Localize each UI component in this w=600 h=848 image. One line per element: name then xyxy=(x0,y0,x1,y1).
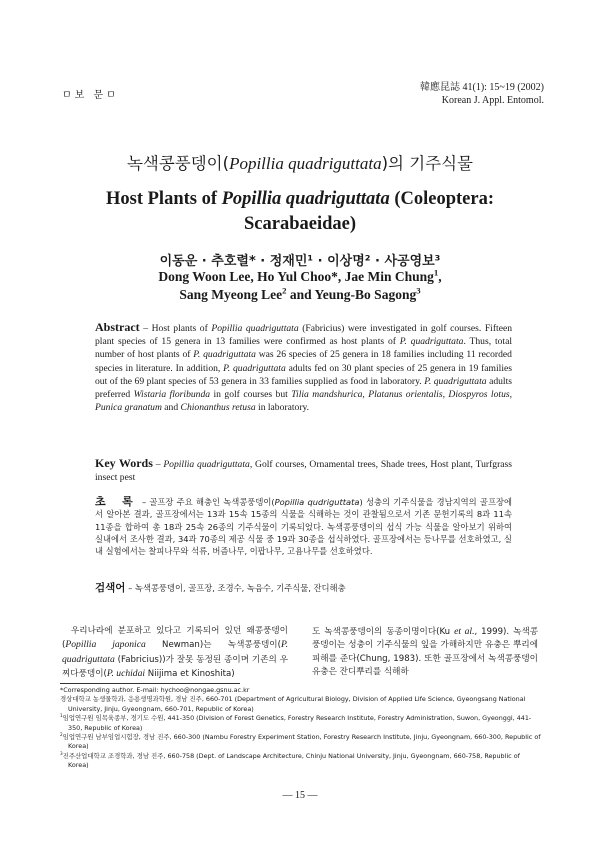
korean-title: 녹색콩풍뎅이(Popillia quadriguttata)의 기주식물 xyxy=(126,154,473,173)
english-authors-line2: Sang Myeong Lee$^2$ and Yeung-Bo Sagong$^3$ xyxy=(179,285,421,302)
journal-line: 韓應昆誌 41(1): 15~19 (2002) xyxy=(419,82,544,93)
english-authors-line1: Dong Woon Lee, Ho Yul Choo*, Jae Min Chung$^1$, xyxy=(158,267,442,284)
body-right-column: 도 녹색콩풍뎅이의 동종이명이다(Ku et al., 1999). 녹색콩풍뎅이는 성충이 기주식물의 잎을 가해하지만 유충은 뿌리에 피해를 준다(Chung, 1983). 또한 골프장에서 녹색콩풍뎅이 유충은 잔디뿌리를 식해하 xyxy=(312,626,538,678)
journal-citation xyxy=(420,81,544,107)
abstract: Abstract – Host plants of Popillia quadriguttata (Fabricius) were investigated in golf courses. Fifteen plant species of 15 genera in 13 families were confirmed as host plants of P. quadriguttata. Thus, total number of host plants of P. quadriguttata was 26 species of 25 genera in 18 families including 11 recorded species in literature. In addition, P. quadriguttata adults fed on 30 plant species of 25 genera in 19 families out of the 69 plant species of 53 genera in 33 families supplied as food in laboratory. P. quadriguttata adults preferred Wistaria floribunda in golf courses but Tilia mandshurica, Platanus orientalis, Diospyros lotus, Punica granatum and Chionanthus retusa in laboratory. xyxy=(95,320,513,414)
korean-authors: 이동운 · 추호렬* · 정재민¹ · 이상명² · 사공영보³ xyxy=(159,254,441,269)
footnote-affiliation: $^1$임업연구원 임목육종부, 경기도 수원, 441-350 (Division of Forest Genetics, Forestry Research Institute, Forestry Administration, Suwon, Gyeonggi, 441-350, Republic of Korea) xyxy=(60,713,532,732)
footnotes xyxy=(60,686,542,771)
english-authors xyxy=(60,268,540,304)
key-words: Key Words – Popillia quadriguttata, Golf courses, Ornamental trees, Shade trees, Host plant, Turfgrass insect pest xyxy=(95,456,513,484)
korean-keywords: 검색어 – 녹색콩풍뎅이, 골프장, 조경수, 녹음수, 기주식물, 잔디해충 xyxy=(95,582,346,594)
section-label: ㅁ보 문ㅁ xyxy=(62,90,119,101)
footnote-affiliation: 경상대학교 농생물학과, 응용생명과학원, 경남 진주, 660-701 (Department of Agricultural Biology, Division of Applied Life Science, Gyeongsang National University, Jinju, Gyeongnam, 660-701, Republic of Korea) xyxy=(60,695,526,713)
korean-keywords-label: 검색어 xyxy=(95,582,126,594)
korean-title-species: Popillia quadriguttata xyxy=(229,154,382,173)
english-title: Host Plants of Popillia quadriguttata (Coleoptera: Scarabaeidae) xyxy=(106,189,494,234)
footnote-affiliation: $^3$진주산업대학교 조경학과, 경남 진주, 660-758 (Dept. of Landscape Architecture, Chinju National University, Jinju, Gyeongnam, 660-758, Republic of Korea) xyxy=(60,750,520,770)
footnote-corresponding: *Corresponding author. E-mail: hychoo@nongae.gsnu.ac.kr xyxy=(60,686,250,694)
page-number: — 15 — xyxy=(282,790,318,801)
footnote-divider xyxy=(60,683,240,684)
abstract-label: Abstract xyxy=(95,320,140,334)
korean-abstract-label: 초 록 xyxy=(95,495,139,508)
body-left-column: 우리나라에 분포하고 있다고 기록되어 있던 왜콩풍뎅이(Popillia japonica Newman)는 녹색콩풍뎅이(P. quadriguttata (Fabricius))가 잘못 동정된 종이며 기존의 우찌다풍뎅이(P. uchidai Niijima et Kinoshita) xyxy=(62,626,288,680)
journal-english: Korean J. Appl. Entomol. xyxy=(441,95,544,106)
key-words-label: Key Words xyxy=(95,456,153,470)
footnote-affiliation: $^2$임업연구원 남부임업시험장, 경남 진주, 660-300 (Nambu Forestry Experiment Station, Forestry Research Institute, Jinju, Gyeongnam, 660-300, Republic of Korea) xyxy=(60,731,541,751)
korean-abstract: 초 록 – 골프장 주요 해충인 녹색콩풍뎅이(Popillia qudriguttata) 성충의 기주식물을 경남지역의 골프장에서 알아본 결과, 골프장에서는 13과 15속 15종의 식물을 식해하는 것이 관찰됨으로서 기존 문헌기록의 8과 11속 11종을 합하여 총 18과 25속 26종의 기주식물이 기록되었다. 녹색콩풍뎅이의 섭식 가능 식물을 알아보기 위하여 실내에서 조사한 결과, 34과 70종의 제공 식물 중 19과 30종을 섭식하였다. 골프장에서는 등나무를 선호하였고, 실내 실험에서는 찰피나무와 석류, 버즘나무, 이팝나무, 고욤나무를 선호하였다. xyxy=(95,495,512,557)
english-title-species: Popillia quadriguttata xyxy=(221,189,390,209)
